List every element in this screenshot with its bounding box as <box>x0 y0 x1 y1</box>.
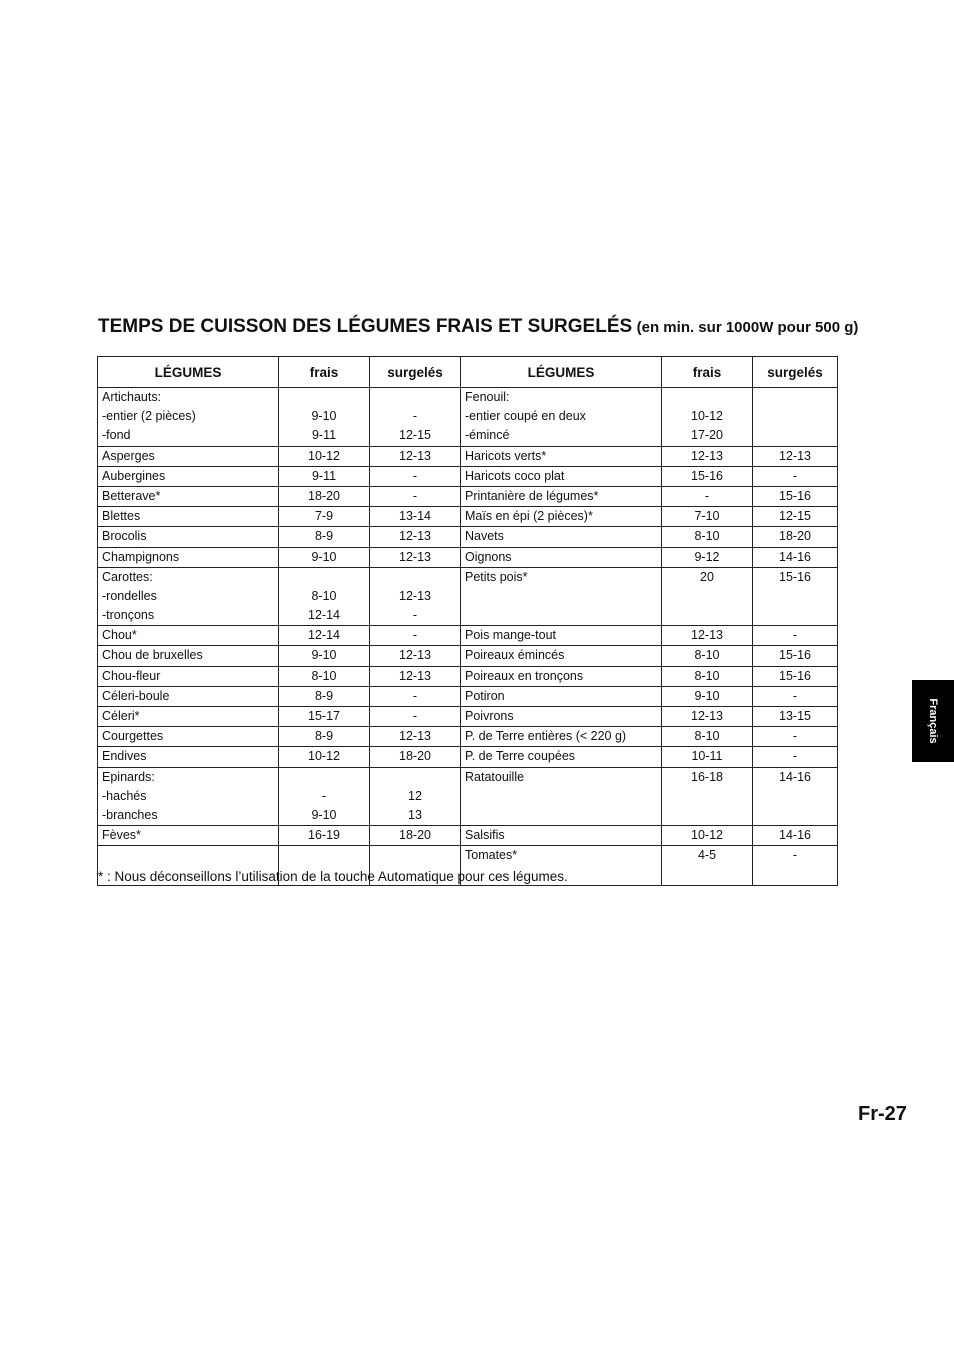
title-main: TEMPS DE CUISSON DES LÉGUMES FRAIS ET SURGELÉS <box>98 316 633 337</box>
cell-surgeles-left <box>370 826 461 846</box>
cell-line: 14-16 <box>779 549 811 564</box>
cell-legume-right <box>461 707 662 727</box>
cell-line: 12-13 <box>399 668 431 683</box>
cell-line: P. de Terre coupées <box>465 749 576 764</box>
table-row <box>98 446 838 466</box>
cell-legume-right <box>461 567 662 626</box>
cell-line: 12-13 <box>691 448 723 463</box>
cell-frais-left <box>279 826 370 846</box>
cell-frais-left <box>279 388 370 447</box>
cell-line <box>98 846 278 865</box>
table-row <box>98 727 838 747</box>
cell-line: 15-16 <box>691 468 723 483</box>
cell-line: 7-10 <box>694 509 720 524</box>
table-row <box>98 388 838 447</box>
cell-line: 8-10 <box>311 588 337 603</box>
cell-line <box>753 866 837 885</box>
cell-line: 9-10 <box>694 688 720 703</box>
cell-surgeles-right <box>753 666 838 686</box>
cell-line: Aubergines <box>102 468 166 483</box>
cell-surgeles-right <box>753 446 838 466</box>
cell-legume-right <box>461 466 662 486</box>
cell-line: -émincé <box>465 428 510 443</box>
cell-frais-right <box>662 626 753 646</box>
cell-line: Céleri-boule <box>102 688 170 703</box>
cell-legume-right <box>461 826 662 846</box>
cell-line: 4-5 <box>697 848 717 863</box>
cell-line: 10-12 <box>691 828 723 843</box>
cell-surgeles-left <box>370 527 461 547</box>
cell-line <box>461 787 661 806</box>
cell-surgeles-left <box>370 466 461 486</box>
cell-line: Ratatouille <box>465 769 525 784</box>
cell-legume-right <box>461 747 662 767</box>
cell-line <box>753 806 837 825</box>
cell-line: Brocolis <box>102 529 147 544</box>
table-row <box>98 507 838 527</box>
cell-line: - <box>412 709 418 723</box>
language-tab <box>912 680 954 762</box>
cell-frais-right <box>662 747 753 767</box>
cell-frais-left <box>279 707 370 727</box>
cell-line: 12-13 <box>399 549 431 564</box>
cell-legume-left <box>98 686 279 706</box>
header-surgeles-right: surgelés <box>753 357 838 388</box>
cell-frais-right <box>662 446 753 466</box>
cell-line: - <box>792 468 798 483</box>
footnote: * : Nous déconseillons l’utilisation de la touche Automatique pour ces légumes. <box>98 869 568 884</box>
cell-line: - <box>412 688 418 703</box>
cell-line: 10-11 <box>691 749 723 764</box>
cell-line: -tronçons <box>102 608 155 623</box>
cell-surgeles-left <box>370 747 461 767</box>
cell-line: 8-9 <box>314 688 334 703</box>
cell-legume-right <box>461 767 662 826</box>
cell-line: 14-16 <box>779 769 811 784</box>
cell-line: - <box>792 688 798 703</box>
cell-frais-right <box>662 466 753 486</box>
cell-frais-right <box>662 826 753 846</box>
cell-line <box>753 587 837 606</box>
cell-line <box>370 568 460 587</box>
cell-frais-left <box>279 547 370 567</box>
cell-line: 8-10 <box>694 729 720 744</box>
cell-line: 8-9 <box>314 529 334 544</box>
cell-frais-left <box>279 646 370 666</box>
cell-line: 12-13 <box>399 729 431 744</box>
cell-line: 15-16 <box>779 648 811 663</box>
cell-line: Printanière de légumes* <box>465 488 599 503</box>
cell-line: Haricots coco plat <box>465 468 565 483</box>
cooking-times-table <box>97 356 838 886</box>
cell-frais-left <box>279 747 370 767</box>
cell-legume-left <box>98 466 279 486</box>
cell-legume-left <box>98 707 279 727</box>
cell-line: - <box>412 468 418 483</box>
cell-line: - <box>792 729 798 744</box>
cell-frais-left <box>279 686 370 706</box>
table-row <box>98 646 838 666</box>
cell-frais-left <box>279 486 370 506</box>
cell-line: 18-20 <box>399 828 431 843</box>
cell-legume-left <box>98 507 279 527</box>
cell-line: 12 <box>408 788 422 803</box>
cell-line: Fenouil: <box>465 390 510 404</box>
cell-surgeles-left <box>370 547 461 567</box>
cell-line: Courgettes <box>102 729 164 744</box>
cell-line: 12-14 <box>308 608 340 623</box>
table-row <box>98 486 838 506</box>
cell-line <box>461 587 661 606</box>
cell-legume-left <box>98 547 279 567</box>
cell-line: Blettes <box>102 509 141 524</box>
cell-line <box>370 768 460 787</box>
table-row <box>98 826 838 846</box>
cell-line: 12-15 <box>399 428 431 443</box>
cell-line: Salsifis <box>465 828 505 843</box>
cell-line: 10-12 <box>308 749 340 764</box>
language-tab-label: Français <box>927 698 939 744</box>
cell-surgeles-right <box>753 686 838 706</box>
cell-line: Carottes: <box>102 569 153 584</box>
cell-line: - <box>412 608 418 623</box>
cell-frais-left <box>279 666 370 686</box>
table-row <box>98 686 838 706</box>
cell-line: 9-11 <box>311 428 337 443</box>
cell-line: 18-20 <box>308 488 340 503</box>
cell-line <box>461 606 661 625</box>
cell-line: Haricots verts* <box>465 448 547 463</box>
cell-surgeles-right <box>753 388 838 447</box>
cell-frais-right <box>662 707 753 727</box>
cell-line: Chou de bruxelles <box>102 648 203 663</box>
cell-legume-left <box>98 446 279 466</box>
cell-line <box>753 426 837 445</box>
cell-line: 20 <box>700 569 714 584</box>
cell-line: Petits pois* <box>465 569 528 584</box>
cell-legume-right <box>461 388 662 447</box>
cell-line: 8-9 <box>314 729 334 744</box>
cell-legume-left <box>98 486 279 506</box>
cell-surgeles-right <box>753 727 838 747</box>
cell-line: 12-14 <box>308 628 340 643</box>
table-row <box>98 707 838 727</box>
cell-line <box>279 768 369 787</box>
cell-line: 12-13 <box>399 648 431 663</box>
cell-surgeles-left <box>370 486 461 506</box>
cell-line: 17-20 <box>691 428 723 443</box>
cell-surgeles-left <box>370 388 461 447</box>
cell-line: 9-12 <box>694 549 720 564</box>
cell-line: Artichauts: <box>102 390 162 404</box>
cell-line: 12-13 <box>399 448 431 463</box>
cell-line: Pois mange-tout <box>465 628 557 643</box>
cell-line: 10-12 <box>308 448 340 463</box>
cell-surgeles-left <box>370 507 461 527</box>
cell-line: - <box>412 488 418 503</box>
cell-line <box>461 806 661 825</box>
cell-surgeles-right <box>753 466 838 486</box>
cell-surgeles-left <box>370 666 461 686</box>
cell-frais-left <box>279 527 370 547</box>
cell-line: 13 <box>408 807 422 822</box>
cell-frais-left <box>279 466 370 486</box>
cell-surgeles-left <box>370 767 461 826</box>
cell-legume-right <box>461 666 662 686</box>
cell-line: 9-11 <box>311 468 337 483</box>
cell-line: -fond <box>102 428 131 443</box>
cell-legume-left <box>98 388 279 447</box>
cell-line: 12-15 <box>779 509 811 524</box>
cell-frais-right <box>662 666 753 686</box>
cell-legume-left <box>98 646 279 666</box>
cell-line: 12-13 <box>779 448 811 463</box>
cell-line: 10-12 <box>691 409 723 424</box>
cell-line: 9-10 <box>311 409 337 424</box>
cell-line: Céleri* <box>102 709 140 723</box>
cell-surgeles-left <box>370 727 461 747</box>
cell-line: - <box>412 409 418 424</box>
cell-surgeles-right <box>753 567 838 626</box>
cell-line: - <box>792 848 798 863</box>
cell-line <box>753 407 837 426</box>
cell-legume-right <box>461 527 662 547</box>
cell-legume-left <box>98 626 279 646</box>
table-row <box>98 567 838 626</box>
cell-legume-right <box>461 686 662 706</box>
cell-line <box>662 806 752 825</box>
cell-frais-left <box>279 767 370 826</box>
cell-line <box>662 866 752 885</box>
cell-line: - <box>704 488 710 503</box>
cell-line: 12-13 <box>399 588 431 603</box>
cell-line: -entier coupé en deux <box>465 409 586 424</box>
cell-line: Maïs en épi (2 pièces)* <box>465 509 593 524</box>
cell-line: - <box>412 628 418 643</box>
table-row <box>98 767 838 826</box>
cell-line: Endives <box>102 749 147 764</box>
cell-line: Fèves* <box>102 828 141 843</box>
table-row <box>98 527 838 547</box>
cell-frais-right <box>662 547 753 567</box>
cell-line: 14-16 <box>779 828 811 843</box>
cell-line: 8-10 <box>694 668 720 683</box>
cell-line: -hachés <box>102 788 147 803</box>
cell-line <box>279 846 369 865</box>
cell-surgeles-right <box>753 747 838 767</box>
cell-line: Poireaux émincés <box>465 648 565 663</box>
cell-surgeles-left <box>370 446 461 466</box>
table-header-row <box>98 357 838 388</box>
table-row <box>98 466 838 486</box>
cell-frais-right <box>662 767 753 826</box>
cell-surgeles-right <box>753 507 838 527</box>
cell-line <box>753 606 837 625</box>
cell-legume-left <box>98 567 279 626</box>
cell-line: Navets <box>465 529 504 544</box>
cell-legume-right <box>461 547 662 567</box>
cell-line: 12-13 <box>691 709 723 723</box>
cell-line <box>279 388 369 407</box>
cell-surgeles-right <box>753 707 838 727</box>
header-surgeles-left: surgelés <box>370 357 461 388</box>
cell-surgeles-right <box>753 646 838 666</box>
cell-line: Tomates* <box>465 848 518 863</box>
cell-line <box>753 787 837 806</box>
header-legumes-right: LÉGUMES <box>461 357 662 388</box>
cell-line <box>753 388 837 407</box>
cell-surgeles-left <box>370 567 461 626</box>
table-row <box>98 547 838 567</box>
cell-line: - <box>321 788 327 803</box>
cell-legume-left <box>98 727 279 747</box>
cell-line: -rondelles <box>102 588 157 603</box>
cell-frais-right <box>662 567 753 626</box>
cell-line: -entier (2 pièces) <box>102 409 196 424</box>
cell-line: 8-10 <box>694 529 720 544</box>
cell-line <box>662 606 752 625</box>
cell-line <box>370 846 460 865</box>
cell-surgeles-right <box>753 486 838 506</box>
cell-line: Asperges <box>102 448 155 463</box>
cell-line: 15-16 <box>779 488 811 503</box>
cell-legume-right <box>461 486 662 506</box>
cell-frais-right <box>662 507 753 527</box>
cell-legume-right <box>461 646 662 666</box>
cell-legume-right <box>461 446 662 466</box>
cell-legume-right <box>461 727 662 747</box>
cell-surgeles-left <box>370 626 461 646</box>
cell-line: Poivrons <box>465 709 514 723</box>
cell-line <box>370 388 460 407</box>
cell-frais-left <box>279 626 370 646</box>
cell-line: 16-19 <box>308 828 340 843</box>
cell-line: 18-20 <box>779 529 811 544</box>
cell-frais-right <box>662 486 753 506</box>
cell-line: Betterave* <box>102 488 161 503</box>
cell-frais-left <box>279 507 370 527</box>
cell-surgeles-right <box>753 626 838 646</box>
cell-frais-left <box>279 727 370 747</box>
cell-frais-right <box>662 388 753 447</box>
table-row <box>98 666 838 686</box>
cell-surgeles-left <box>370 646 461 666</box>
cell-legume-right <box>461 507 662 527</box>
cell-line: 9-10 <box>311 648 337 663</box>
cell-line: Chou* <box>102 628 137 643</box>
page-title <box>98 316 898 338</box>
cell-line: 18-20 <box>399 749 431 764</box>
cell-legume-left <box>98 747 279 767</box>
cell-line: 15-16 <box>779 668 811 683</box>
cell-legume-left <box>98 527 279 547</box>
page-number: Fr-27 <box>858 1103 907 1125</box>
cell-line <box>279 568 369 587</box>
cell-frais-right <box>662 646 753 666</box>
cell-line: - <box>792 628 798 643</box>
cell-legume-right <box>461 626 662 646</box>
cell-line: Poireaux en tronçons <box>465 668 584 683</box>
cell-frais-right <box>662 727 753 747</box>
cell-legume-left <box>98 666 279 686</box>
cell-frais-right <box>662 686 753 706</box>
cell-line: 9-10 <box>311 807 337 822</box>
header-frais-right: frais <box>662 357 753 388</box>
cell-line: 15-17 <box>308 709 340 723</box>
cell-frais-right <box>662 527 753 547</box>
cell-surgeles-right <box>753 846 838 885</box>
cell-line: Oignons <box>465 549 512 564</box>
cell-line: - <box>792 749 798 764</box>
cell-frais-left <box>279 567 370 626</box>
cell-line: 15-16 <box>779 569 811 584</box>
cell-line: Chou-fleur <box>102 668 161 683</box>
cell-surgeles-left <box>370 707 461 727</box>
cell-line: 13-15 <box>779 709 811 723</box>
cell-legume-left <box>98 767 279 826</box>
title-subtitle: (en min. sur 1000W pour 500 g) <box>636 319 859 336</box>
table-body <box>98 388 838 886</box>
cell-line: Potiron <box>465 688 505 703</box>
cell-legume-left <box>98 826 279 846</box>
cell-line <box>662 587 752 606</box>
table-row <box>98 747 838 767</box>
cell-frais-left <box>279 446 370 466</box>
cell-line: P. de Terre entières (< 220 g) <box>465 729 627 744</box>
cell-line: 13-14 <box>399 509 431 524</box>
cell-line: 12-13 <box>399 529 431 544</box>
cell-surgeles-right <box>753 527 838 547</box>
header-frais-left: frais <box>279 357 370 388</box>
cell-surgeles-right <box>753 547 838 567</box>
cell-surgeles-right <box>753 767 838 826</box>
cell-line: 8-10 <box>694 648 720 663</box>
cell-line: 7-9 <box>314 509 334 524</box>
table-row <box>98 626 838 646</box>
cell-line <box>662 388 752 407</box>
cell-line: Champignons <box>102 549 180 564</box>
cell-frais-right <box>662 846 753 885</box>
cell-line: Epinards: <box>102 769 155 784</box>
cell-surgeles-left <box>370 686 461 706</box>
header-legumes-left: LÉGUMES <box>98 357 279 388</box>
cell-line: 8-10 <box>311 668 337 683</box>
cell-line: 9-10 <box>311 549 337 564</box>
cell-line: -branches <box>102 807 158 822</box>
cell-line <box>662 787 752 806</box>
cell-line: 12-13 <box>691 628 723 643</box>
cell-surgeles-right <box>753 826 838 846</box>
cell-line: 16-18 <box>691 769 723 784</box>
